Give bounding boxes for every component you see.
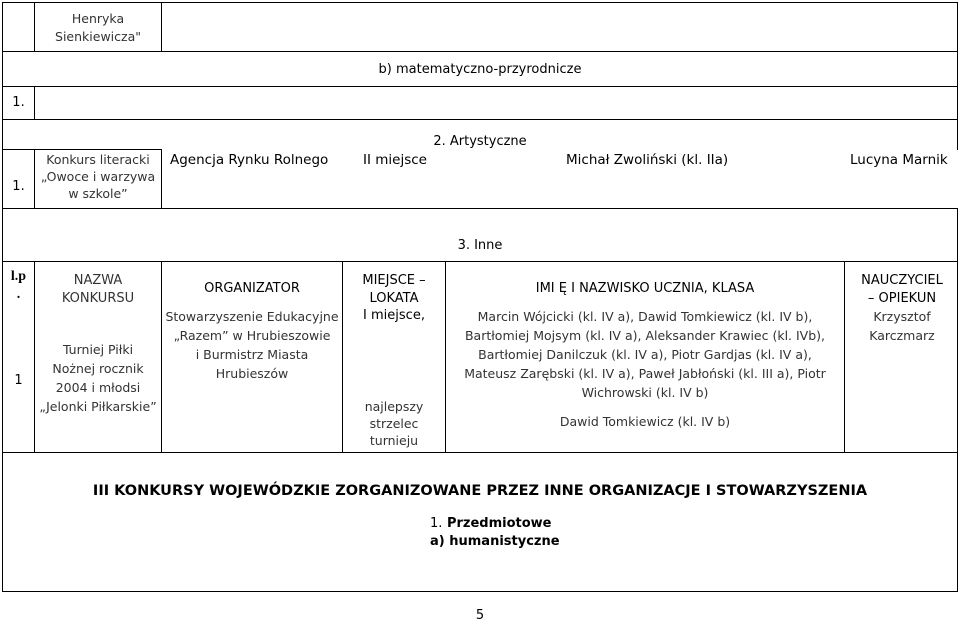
s2-name-line: Konkurs literacki — [46, 152, 150, 167]
row-org-line: „Razem” w Hrubieszowie — [173, 328, 331, 343]
section3-heading: 3. Inne — [457, 238, 503, 253]
sub1-num: 1. — [430, 516, 443, 531]
row-place-line: najlepszy — [364, 399, 424, 414]
s2-name-line: w szkole” — [68, 186, 128, 201]
row-name-line: „Jelonki Piłkarskie” — [39, 399, 157, 414]
lp-b: 1. — [12, 95, 25, 110]
s2-organizer: Agencja Rynku Rolnego — [170, 152, 329, 168]
s3-row-students — [447, 307, 843, 402]
s2-name-line: „Owoce i warzywa — [40, 169, 156, 184]
s3-header-students: IMI Ę I NAZWISKO UCZNIA, KLASA — [535, 281, 755, 296]
subsection-heading: b) matematyczno-przyrodnicze — [378, 62, 582, 77]
row-name-line: Turniej Piłki — [62, 342, 134, 357]
org-line: Henryka — [71, 11, 125, 26]
row-teacher-line: Karczmarz — [869, 328, 935, 343]
empty-cell-b — [34, 86, 958, 120]
section-iii-heading: III KONKURSY WOJEWÓDZKIE ZORGANIZOWANE PRZEZ INNE ORGANIZACJE I STOWARZYSZENIA — [92, 483, 868, 499]
section-iii-sub2: a) humanistyczne — [430, 534, 560, 549]
sub1-label: Przedmiotowe — [446, 516, 552, 531]
page-number: 5 — [475, 608, 485, 623]
row-students-line: Bartłomiej Danilczuk (kl. IV a), Piotr Gardjas (kl. IV a), — [478, 347, 812, 362]
s3-row-teacher — [846, 307, 958, 345]
s3-row-organizer — [163, 307, 341, 383]
organizer-name-top — [36, 10, 160, 46]
row-students-line: Mateusz Zarębski (kl. IV a), Paweł Jabłoński (kl. III a), Piotr — [464, 366, 826, 381]
hdr-place-line: LOKATA — [369, 291, 419, 306]
row-place-line: strzelec — [369, 416, 419, 431]
s3-header-name — [36, 272, 160, 308]
s2-place: II miejsce — [363, 152, 427, 168]
s3-header-organizer: ORGANIZATOR — [204, 281, 300, 296]
top-left-cell — [2, 2, 35, 52]
s2-contest-name — [36, 151, 160, 202]
s3-header-lp — [2, 268, 35, 304]
s3-row-contest-name — [36, 340, 160, 416]
hdr-place-line: MIEJSCE – — [362, 273, 426, 288]
row-org-line: Hrubieszów — [215, 366, 289, 381]
row-name-line: 2004 i młodsi — [55, 380, 141, 395]
s2-lp: 1. — [12, 179, 25, 194]
s2-teacher: Lucyna Marnik — [850, 152, 948, 168]
hdr-teacher-line: – OPIEKUN — [867, 291, 937, 306]
hdr-name-line: KONKURSU — [61, 291, 135, 306]
row-org-line: i Burmistrz Miasta — [195, 347, 309, 362]
org-line: Sienkiewicza" — [55, 29, 141, 44]
s3-row-place-2 — [344, 398, 444, 449]
hdr-teacher-line: NAUCZYCIEL — [861, 273, 943, 288]
s2-student: Michał Zwoliński (kl. IIa) — [566, 152, 729, 168]
row-teacher-line: Krzysztof — [873, 309, 931, 324]
row-place-line: turnieju — [369, 433, 419, 448]
hdr-name-line: NAZWA — [73, 273, 123, 288]
row-students-line: Wichrowski (kl. IV b) — [581, 385, 709, 400]
s3-row-lp: 1 — [14, 373, 23, 388]
section-iii-sub1 — [430, 515, 551, 533]
row-students-line: Bartłomiej Mojsym (kl. IV a), Aleksander Krawiec (kl. IVb), — [464, 328, 826, 343]
s3-header-teacher — [846, 272, 958, 308]
row-name-line: Nożnej rocznik — [52, 361, 144, 376]
hdr-lp-line: l.p — [10, 269, 27, 284]
row-org-line: Stowarzyszenie Edukacyjne — [165, 309, 339, 324]
s3-row-place-1: I miejsce, — [363, 308, 425, 323]
s3-row-scorer: Dawid Tomkiewicz (kl. IV b) — [559, 414, 731, 429]
row-students-line: Marcin Wójcicki (kl. IV a), Dawid Tomkiewicz (kl. IV b), — [477, 309, 813, 324]
s3-header-place — [344, 272, 444, 308]
section2-heading: 2. Artystyczne — [433, 134, 527, 149]
hdr-lp-line: . — [16, 287, 21, 302]
top-right-cell — [161, 2, 958, 52]
